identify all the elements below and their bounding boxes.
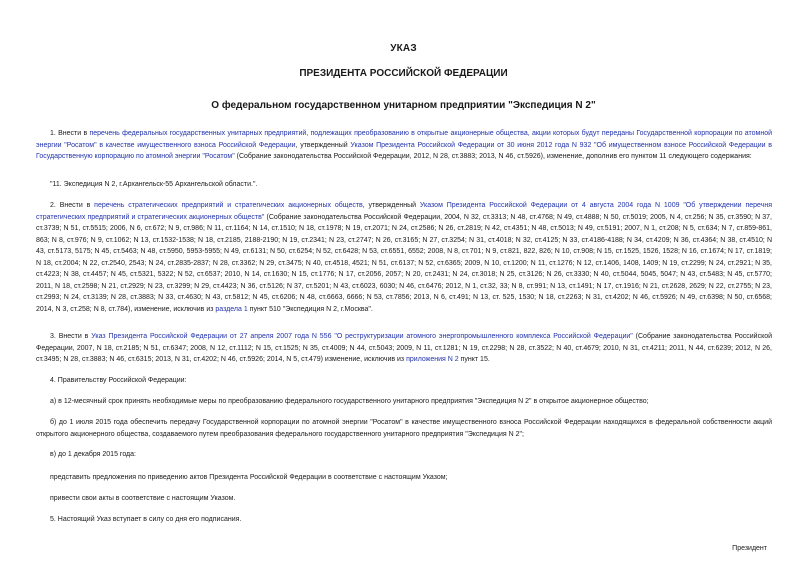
paragraph-4b: б) до 1 июля 2015 года обеспечить передачу Государственной корпорации по атомной энергии "Росатом" в качестве имущественного взноса Российской Федерации находящихся в федеральной собственности акций открытого акционерного общества, создаваемого путем преобразования федерального государственного унитарного предприятия "Экспедиция N 2"; xyxy=(36,419,772,438)
paragraph-4: 4. Правительству Российской Федерации: xyxy=(50,377,187,384)
paragraph-2-text-b: , утвержденный xyxy=(362,202,420,209)
paragraph-4c-item-2: привести свои акты в соответствие с настоящим Указом. xyxy=(50,495,236,502)
paragraph-1-text-a: 1. Внести в xyxy=(50,130,90,137)
link-decree-1009[interactable]: Указом Президента Российской Федерации от 4 августа 2004 года N 1009 "Об утверждении перечня стратегических предприятий и стратегических акционерных обществ" xyxy=(36,202,772,221)
paragraph-2-text-a: 2. Внести в xyxy=(50,202,95,209)
paragraph-3-text-a: 3. Внести в xyxy=(50,333,92,340)
link-decree-556[interactable]: Указ Президента Российской Федерации от 27 апреля 2007 года N 556 "О реструктуризации атомного энергопромышленного комплекса Российской Федерации" xyxy=(91,333,633,340)
paragraph-2-text-d: пункт 510 "Экспедиция N 2, г.Москва". xyxy=(247,305,373,313)
paragraph-2-text-c: (Собрание законодательства Российской Федерации, 2004, N 32, ст.3313; N 48, ст.4768; N 49, ст.4888; N 50, ст.5019; 2005, N 4, ст.256; N 35, ст.3590; N 37, ст.3739; N 51, ст.5515; 2006, N 6, ст.672; N 9, ст.986; N 11, ст.1164; N 14, ст.1510; N 18, ст.1978; N 19, ст.2071; N 24, ст.2586; N 26, ст.2819; N 42, ст.4351; N 48, ст.5013; N 49, ст.5191; 2007, N 1, ст.208; N 5, ст.634; N 7, ст.859-861, 863; N 8, ст.976; N 9, ст.1062; N 13, ст.1532-1538; N 18, ст.2185, 2188-2190; N 19, ст.2341; N 23, ст.2747; N 26, ст.3165; N 27, ст.3254; N 31, ст.4018; N 32, ст.4125; N 33, ст.4186-4188; N 34, ст.4209; N 36, ст.4364; N 38, ст.4510; N 43, ст.5173, 5175; N 45, ст.5463; N 48, ст.5950, 5953-5955; N 49, ст.6131; N 50, ст.6254; N 52, ст.6428; N 53, ст.6551, 6552; 2008, N 8, ст.701; N 9, ст.821, 822, 826; N 10, ст.908; N 15, ст.1525, 1526, 1528; N 16, ст.1674; N 17, ст.1819; N 18, ст.2004; N 22, ст.2540, 2543; N 24, ст.2835-2837; N 28, ст.3362; N 29, ст.3475; N 40, ст.4518, 4521; N 51, ст.6137; N 52, ст.6365; 2009, N 10, ст.1200; N 11, ст.1276; N 12, ст.1406, 1408, 1409; N 19, ст.2299; N 24, ст.2921; N 35, ст.4223; N 38, ст.4457; N 45, ст.5321, 5322; N 52, ст.6537; 2010, N 14, ст.1630; N 15, ст.1776; N 17, ст.2056, 2057; N 20, ст.2431; N 24, ст.3018; N 25, ст.3126; N 26, ст.3330; N 40, ст.5044, 5045, 5047; N 43, ст.5483; N 45, ст.5770; 2011, N 18, ст.2598; N 21, ст.2929; N 23, ст.3299; N 29, ст.4423; N 36, ст.5126; N 37, ст.5201; N 43, ст.6023, 6030; N 46, ст.6476; 2012, N 1, ст.32, 33; N 8, ст.991; N 13, ст.1491; N 17, ст.1916; N 21, ст.2628, 2629; N 22, ст.2755; N 23, ст.2993; N 24, ст.3139; N 28, ст.3883; N 33, ст.4630; N 43, ст.5812; N 45, ст.6206; N 48, ст.6663, 6666; N 53, ст.7856; 2013, N 6, ст.491; N 13, ст. 525, 1530; N 18, ст.2263; N 31, ст.4202; N 46, ст.5926; N 49, ст.6398; N 50, ст.6568; 2014, N 3, ст.258; N 8, ст.784), изменение, исключив из xyxy=(36,213,772,313)
paragraph-4a: а) в 12-месячный срок принять необходимые меры по преобразованию федерального государственного унитарного предприятия "Экспедиция N 2" в открытое акционерное общество; xyxy=(50,398,649,405)
paragraph-1 xyxy=(36,128,772,163)
link-section-1[interactable]: раздела 1 xyxy=(215,305,248,313)
paragraph-4c: в) до 1 декабря 2015 года: xyxy=(50,451,136,458)
paragraph-1-quote: "11. Экспедиция N 2, г.Архангельск-55 Архангельской области.". xyxy=(50,181,258,188)
paragraph-3-text-b: (Собрание законодательства Российской Федерации, 2007, N 18, ст.2185; N 51, ст.6347; 2008, N 12, ст.1112; N 15, ст.1525; N 35, ст.4009; N 44, ст.5043; 2009, N 11, ст.1281; N 19, ст.2298; N 28, ст.3522; N 40, ст.4679; 2010, N 31, ст.4211; 2011, N 44, ст.6239; 2012, N 26, ст.3495; N 28, ст.3883; N 46, ст.6315; 2013, N 31, ст.4202; N 46, ст.5926; 2014, N 5, ст.479) изменение, исключив из xyxy=(36,333,773,363)
signature-label: Президент xyxy=(732,545,767,552)
paragraph-1-text-c: (Собрание законодательства Российской Федерации, 2012, N 28, ст.3883; 2013, N 46, ст.5926), изменение, дополнив его пунктом 11 следующего содержания: xyxy=(234,153,752,160)
link-decree-932[interactable]: Указом Президента Российской Федерации от 30 июня 2012 года N 932 "Об имущественном взносе Российской Федерации в Государственную корпорацию по атомной энергии "Росатом" xyxy=(36,141,772,160)
link-strategic-list[interactable]: перечень стратегических предприятий и стратегических акционерных обществ xyxy=(94,202,363,209)
paragraph-3-text-c: пункт 15. xyxy=(458,356,490,363)
paragraph-3 xyxy=(36,331,772,366)
link-appendix-2[interactable]: приложения N 2 xyxy=(406,356,459,363)
paragraph-1-text-b: , утвержденный xyxy=(295,141,351,149)
paragraph-5: 5. Настоящий Указ вступает в силу со дня его подписания. xyxy=(50,516,242,523)
document-subtitle: ПРЕЗИДЕНТА РОССИЙСКОЙ ФЕДЕРАЦИИ xyxy=(299,68,508,79)
document-title: УКАЗ xyxy=(390,43,417,54)
document-heading: О федеральном государственном унитарном предприятии "Экспедиция N 2" xyxy=(211,100,596,111)
paragraph-4c-item-1: представить предложения по приведению актов Президента Российской Федерации в соответствие с настоящим Указом; xyxy=(50,474,448,481)
link-enterprise-list[interactable]: перечень федеральных государственных унитарных предприятий, подлежащих преобразованию в открытые акционерные общества, акции которых будут переданы Государственной корпорации по атомной энергии "Росатом" в качестве имущественного взноса Российской Федерации xyxy=(36,130,772,149)
paragraph-2 xyxy=(36,200,772,315)
